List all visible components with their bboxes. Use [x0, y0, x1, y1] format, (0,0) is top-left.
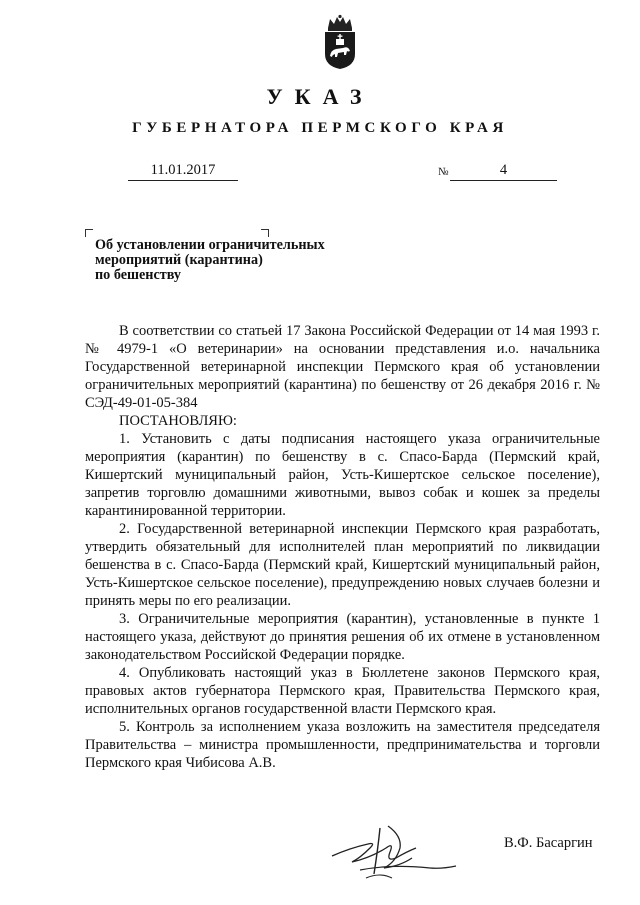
document-heading	[95, 238, 325, 283]
signer-name: В.Ф. Басаргин	[504, 835, 593, 851]
heading-line: по бешенству	[95, 267, 182, 283]
document-number: 4	[450, 161, 557, 181]
decree-item: 3. Ограничительные мероприятия (карантин), установленные в пункте 1 настоящего указа, действуют до принятия решения об их отмене в установленном законодательством Российской Федерации порядке.	[85, 611, 600, 663]
document-issuer: ГУБЕРНАТОРА ПЕРМСКОГО КРАЯ	[132, 120, 508, 136]
decree-item: 2. Государственной ветеринарной инспекции Пермского края разработать, утвердить обязательный для исполнителей план мероприятий по ликвидации бешенства в с. Спасо-Барда (Пермский край, Кишертский муниципальный район, Усть-Кишертское сельское поселение), предупреждению новых случаев болезни и принять меры по его реализации.	[85, 521, 600, 609]
document-date: 11.01.2017	[128, 161, 238, 181]
document-title: УКАЗ	[266, 84, 374, 109]
heading-bracket-right	[261, 229, 269, 237]
decree-item: 4. Опубликовать настоящий указ в Бюллетене законов Пермского края, правовых актов губернатора Пермского края, Правительства Пермского края, исполнительных органов государственной власти Пермского края.	[85, 665, 600, 717]
decree-item: 1. Установить с даты подписания настоящего указа ограничительные мероприятия (карантин) по бешенству в с. Спасо-Барда (Пермский край, Кишертский муниципальный район, Усть-Кишертское сельское поселение), запретив торговлю домашними животными, вывоз собак и кошек за пределы карантинированной территории.	[85, 431, 600, 519]
heading-line: Об установлении ограничительных	[95, 237, 325, 253]
decree-item: 5. Контроль за исполнением указа возложить на заместителя председателя Правительства – министра промышленности, предпринимательства и торговли Пермского края Чибисова А.В.	[85, 719, 600, 771]
preamble-paragraph: В соответствии со статьей 17 Закона Российской Федерации от 14 мая 1993 г. № 4979-1 «О ветеринарии» на основании представления и.о. начальника Государственной ветеринарной инспекции Пермского края об установлении ограничительных мероприятий (карантина) по бешенству от 26 декабря 2016 г. № СЭД-49-01-05-384	[85, 323, 600, 411]
decree-word: ПОСТАНОВЛЯЮ:	[119, 413, 237, 429]
document-body	[85, 322, 600, 772]
signature-icon	[330, 818, 460, 888]
number-label: №	[438, 166, 449, 178]
heading-line: мероприятий (карантина)	[95, 252, 263, 268]
coat-of-arms-icon	[319, 14, 361, 70]
heading-bracket-left	[85, 229, 93, 237]
